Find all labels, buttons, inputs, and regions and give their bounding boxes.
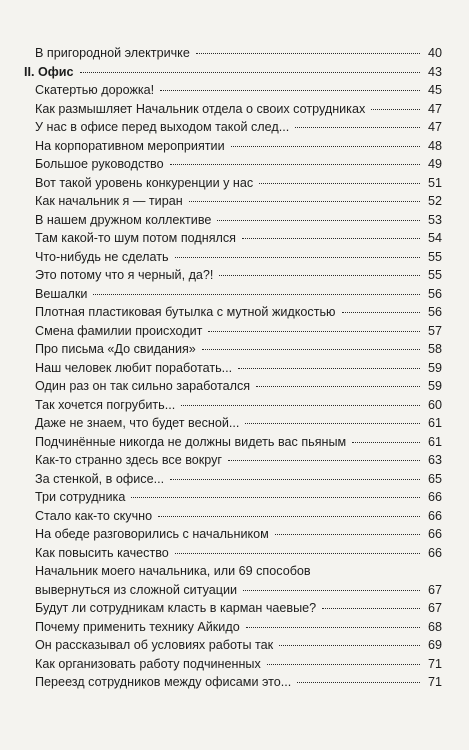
toc-entry — [24, 377, 442, 396]
toc-page-number: 43 — [427, 64, 442, 79]
toc-entry-title-continued: вывернуться из сложной ситуации — [35, 582, 238, 597]
toc-page-number: 66 — [427, 508, 442, 523]
toc-entry-title: Стало как-то скучно — [35, 508, 153, 523]
toc-entry — [24, 414, 442, 433]
toc-page-number: 54 — [427, 231, 442, 245]
dot-leader — [219, 275, 420, 276]
toc-page-number: 45 — [427, 83, 442, 97]
dot-leader — [217, 220, 420, 221]
dot-leader — [189, 201, 420, 202]
toc-entry-title: Вот такой уровень конкуренции у нас — [35, 175, 254, 190]
dot-leader — [181, 405, 420, 406]
dot-leader — [245, 423, 420, 424]
toc-entry — [24, 229, 442, 248]
dot-leader — [243, 590, 420, 591]
toc-entry-title: Скатертью дорожка! — [35, 83, 155, 97]
toc-entry-title: На обеде разговорились с начальником — [35, 527, 269, 541]
toc-entry-title: В нашем дружном коллективе — [35, 212, 212, 227]
toc-entry-title: Что-нибудь не сделать — [35, 249, 169, 264]
toc-entry-title: Как повысить качество — [35, 545, 169, 560]
toc-page-number: 68 — [427, 619, 442, 634]
toc-entry — [24, 618, 442, 637]
dot-leader — [342, 312, 421, 313]
toc-page-number: 63 — [427, 453, 442, 467]
toc-entry — [24, 266, 442, 285]
toc-entry-title: На корпоративном мероприятии — [35, 138, 225, 153]
toc-entry — [24, 470, 442, 489]
dot-leader — [175, 257, 420, 258]
dot-leader — [228, 460, 420, 461]
dot-leader — [170, 164, 420, 165]
toc-entry-title: Будут ли сотрудникам класть в карман чаевые? — [35, 601, 317, 615]
toc-page-number: 71 — [427, 675, 442, 689]
toc-page-number: 67 — [427, 601, 442, 615]
toc-entry-title: Про письма «До свидания» — [35, 342, 196, 356]
dot-leader — [275, 534, 420, 535]
toc-entry-title: Начальник моего начальника, или 69 способов — [35, 564, 311, 578]
dot-leader — [80, 72, 420, 73]
toc-page-number: 57 — [427, 323, 442, 338]
toc-page-number: 47 — [427, 120, 442, 134]
dot-leader — [170, 479, 420, 480]
toc-entry-title: Наш человек любит поработать... — [35, 360, 233, 375]
dot-leader — [208, 331, 420, 332]
dot-leader — [160, 90, 420, 91]
toc-entry — [24, 174, 442, 193]
toc-page-number: 69 — [427, 638, 442, 652]
dot-leader — [279, 645, 420, 646]
toc-entry — [24, 285, 442, 304]
dot-leader — [246, 627, 420, 628]
toc-section-heading — [24, 63, 442, 82]
dot-leader — [267, 664, 420, 665]
toc-entry — [24, 155, 442, 174]
dot-leader — [238, 368, 420, 369]
toc-page-number: 59 — [427, 379, 442, 393]
toc-page-number: 61 — [427, 434, 442, 449]
toc-entry-title: Плотная пластиковая бутылка с мутной жидкостью — [35, 305, 336, 319]
toc-entry-title: Почему применить технику Айкидо — [35, 619, 240, 634]
toc-page-number: 53 — [427, 212, 442, 227]
toc-page-number: 59 — [427, 360, 442, 375]
dot-leader — [295, 127, 420, 128]
toc-entry — [24, 599, 442, 618]
toc-entry — [24, 248, 442, 267]
toc-page-number: 61 — [427, 416, 442, 430]
toc-page-number: 66 — [427, 490, 442, 504]
toc-entry — [24, 507, 442, 526]
toc-entry — [24, 488, 442, 507]
dot-leader — [297, 682, 420, 683]
toc-entry-title: У нас в офисе перед выходом такой след... — [35, 120, 290, 134]
dot-leader — [256, 386, 420, 387]
toc-entry-title: В пригородной электричке — [35, 46, 190, 60]
dot-leader — [93, 294, 420, 295]
toc-page-number: 58 — [427, 342, 442, 356]
toc-entry-title: Как начальник я — тиран — [35, 194, 183, 208]
toc-page-number: 51 — [427, 175, 442, 190]
toc-entry — [24, 81, 442, 100]
dot-leader — [242, 238, 420, 239]
toc-page-number: 40 — [427, 46, 442, 60]
toc-page-number: 52 — [427, 194, 442, 208]
dot-leader — [196, 53, 420, 54]
toc-page-number: 66 — [427, 527, 442, 541]
toc-entry-title: За стенкой, в офисе... — [35, 471, 165, 486]
toc-entry — [24, 544, 442, 563]
toc-page-number: 71 — [427, 656, 442, 671]
section-title: II. Офис — [24, 64, 74, 79]
table-of-contents — [24, 44, 442, 692]
toc-entry — [24, 118, 442, 137]
dot-leader — [371, 109, 420, 110]
toc-entry — [24, 340, 442, 359]
toc-entry-title: Подчинённые никогда не должны видеть вас пьяным — [35, 434, 347, 449]
toc-entry-title: Это потому что я черный, да?! — [35, 268, 214, 282]
dot-leader — [352, 442, 420, 443]
toc-entry-title: Там какой-то шум потом поднялся — [35, 231, 236, 245]
toc-page-number: 56 — [427, 286, 442, 301]
toc-entry — [24, 433, 442, 452]
toc-entry — [24, 303, 442, 322]
toc-entry-title: Большое руководство — [35, 157, 164, 171]
toc-page-number: 55 — [427, 249, 442, 264]
toc-entry-title: Как организовать работу подчиненных — [35, 656, 261, 671]
toc-entry-title: Так хочется погрубить... — [35, 397, 176, 412]
toc-page-number: 65 — [427, 471, 442, 486]
dot-leader — [158, 516, 420, 517]
toc-entry — [24, 192, 442, 211]
toc-entry-title: Как размышляет Начальник отдела о своих сотрудниках — [35, 101, 366, 116]
toc-entry — [24, 359, 442, 378]
toc-entry-title: Он рассказывал об условиях работы так — [35, 638, 274, 652]
toc-page-number: 55 — [427, 268, 442, 282]
toc-page-number: 47 — [427, 101, 442, 116]
toc-entry — [24, 562, 442, 599]
dot-leader — [231, 146, 420, 147]
toc-entry — [24, 655, 442, 674]
dot-leader — [259, 183, 420, 184]
toc-entry — [24, 525, 442, 544]
toc-entry-title: Три сотрудника — [35, 490, 126, 504]
toc-entry-title: Смена фамилии происходит — [35, 323, 203, 338]
toc-entry-title: Один раз он так сильно заработался — [35, 379, 251, 393]
dot-leader — [202, 349, 420, 350]
toc-entry — [24, 396, 442, 415]
dot-leader — [131, 497, 420, 498]
toc-entry — [24, 211, 442, 230]
toc-entry — [24, 451, 442, 470]
dot-leader — [175, 553, 420, 554]
toc-entry-title: Как-то странно здесь все вокруг — [35, 453, 223, 467]
toc-entry-title: Вешалки — [35, 286, 88, 301]
toc-entry — [24, 100, 442, 119]
toc-page-number: 67 — [427, 582, 442, 597]
toc-entry — [24, 673, 442, 692]
toc-page-number: 49 — [427, 157, 442, 171]
toc-page-number: 60 — [427, 397, 442, 412]
toc-entry — [24, 322, 442, 341]
toc-entry-title: Переезд сотрудников между офисами это... — [35, 675, 292, 689]
toc-entry-title: Даже не знаем, что будет весной... — [35, 416, 240, 430]
dot-leader — [322, 608, 420, 609]
toc-entry — [24, 137, 442, 156]
toc-entry — [24, 44, 442, 63]
toc-page-number: 56 — [427, 305, 442, 319]
toc-page-number: 48 — [427, 138, 442, 153]
toc-page-number: 66 — [427, 545, 442, 560]
toc-entry — [24, 636, 442, 655]
